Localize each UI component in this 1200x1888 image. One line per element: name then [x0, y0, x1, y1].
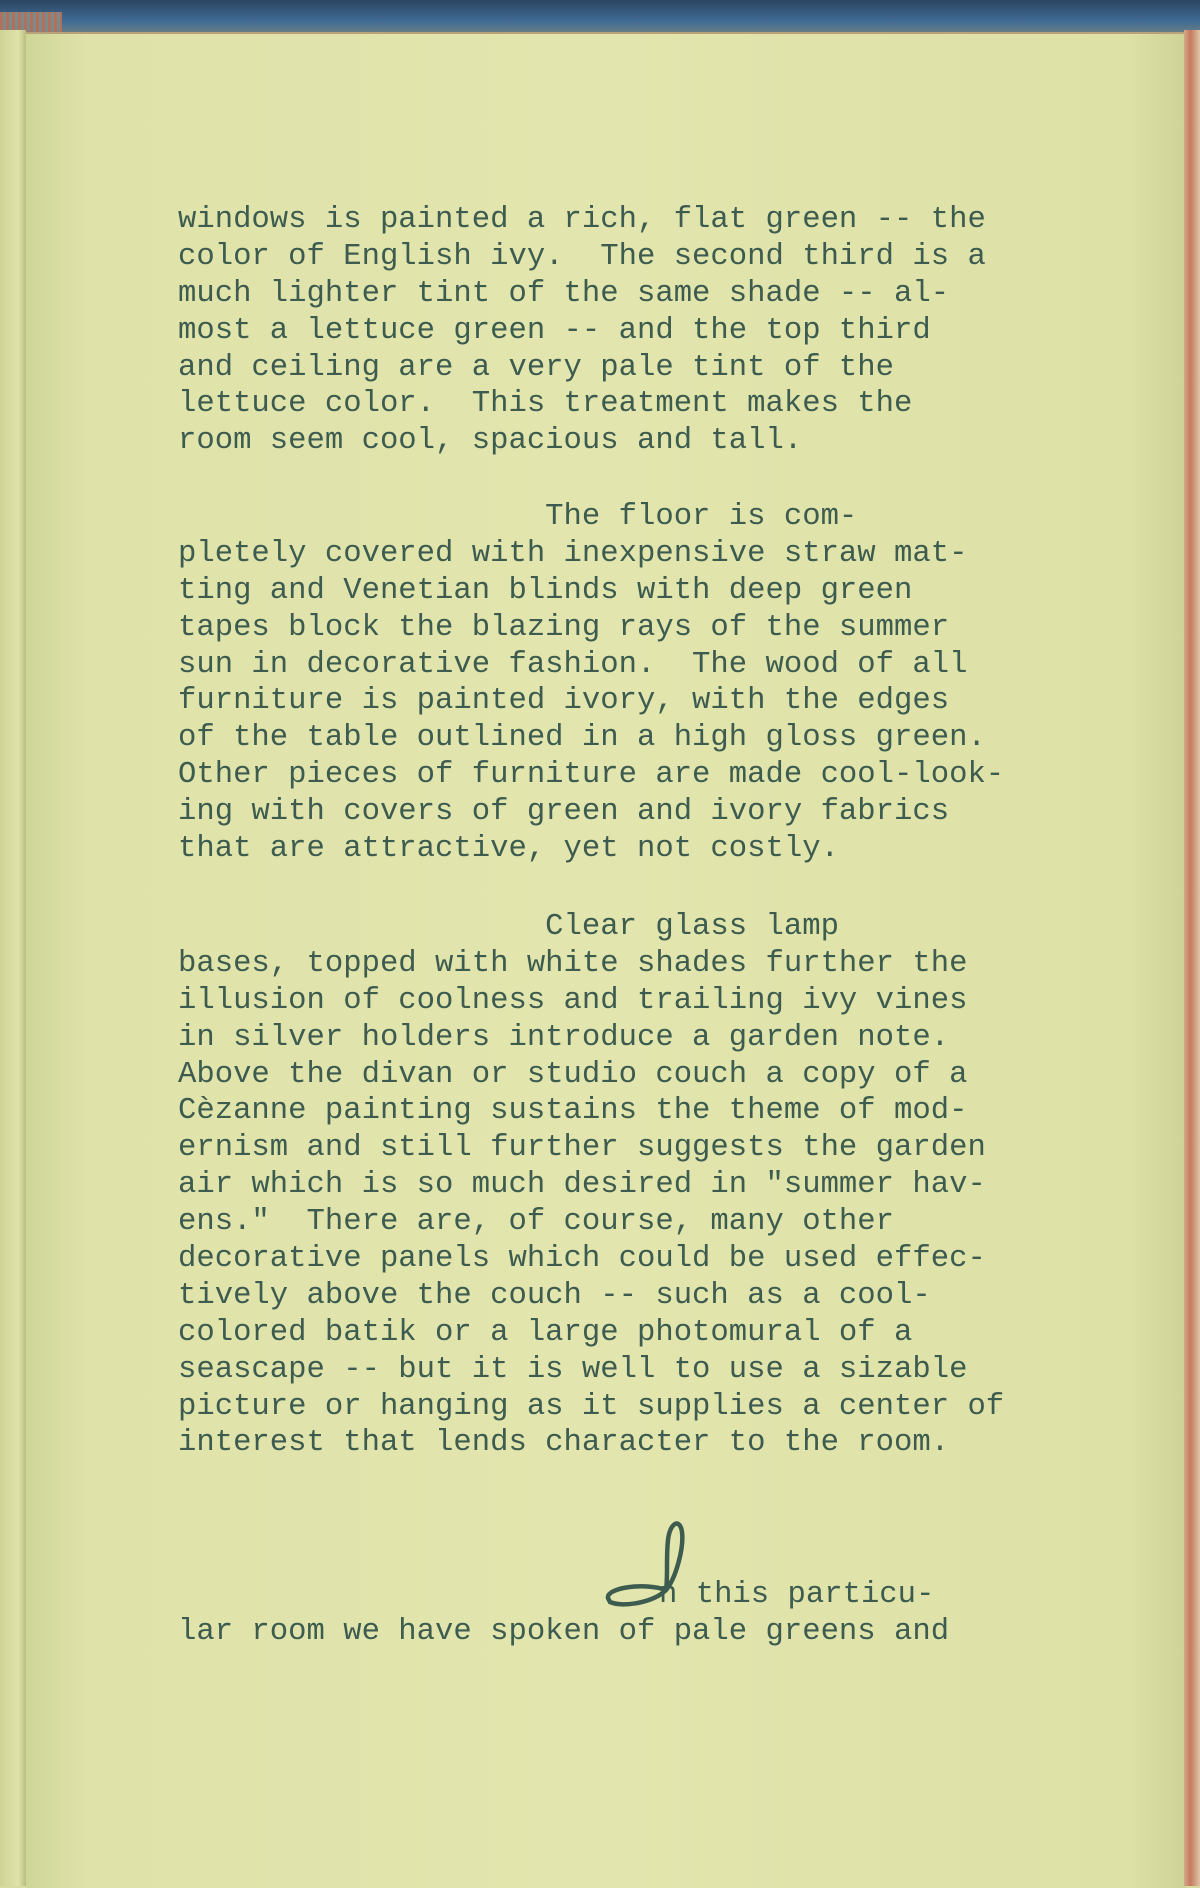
text-line: most a lettuce green -- and the top third	[178, 313, 931, 348]
text-line: color of English ivy. The second third is a	[178, 239, 986, 274]
text-line: colored batik or a large photomural of a	[178, 1315, 913, 1350]
paragraph-4	[178, 1614, 949, 1651]
text-line: tapes block the blazing rays of the summer	[178, 610, 950, 645]
left-page-edge	[0, 30, 26, 1886]
text-line: seascape -- but it is well to use a sizable	[178, 1352, 968, 1387]
text-line: much lighter tint of the same shade -- al-	[178, 276, 950, 311]
text-line: windows is painted a rich, flat green -- the	[178, 203, 986, 237]
text-line: ernism and still further suggests the garden	[178, 1131, 986, 1166]
text-line: and ceiling are a very pale tint of the	[178, 350, 895, 385]
text-line: bases, topped with white shades further the	[178, 946, 968, 981]
text-line: The floor is com-	[178, 500, 858, 534]
text-line: room seem cool, spacious and tall.	[178, 424, 803, 459]
book-cover	[0, 0, 1200, 34]
text-line: lettuce color. This treatment makes the	[178, 387, 913, 422]
text-line: tively above the couch -- such as a cool-	[178, 1278, 931, 1313]
text-line: in silver holders introduce a garden note.	[178, 1020, 950, 1055]
text-line: illusion of coolness and trailing ivy vines	[178, 983, 968, 1018]
text-line: interest that lends character to the room.	[178, 1426, 950, 1461]
paragraph-3	[178, 909, 1004, 1462]
text-line: sun in decorative fashion. The wood of all	[178, 647, 968, 682]
text-line: n this particu-	[659, 1578, 935, 1612]
paragraph-1	[178, 202, 986, 460]
text-line: Above the divan or studio couch a copy of a	[178, 1057, 968, 1092]
text-line: Clear glass lamp	[178, 910, 839, 944]
text-line: of the table outlined in a high gloss green.	[178, 721, 986, 756]
page-edge-right	[1184, 30, 1200, 1886]
text-line: that are attractive, yet not costly.	[178, 832, 839, 867]
text-line: Cèzanne painting sustains the theme of mod-	[178, 1094, 968, 1129]
text-line: ens." There are, of course, many other	[178, 1205, 895, 1240]
text-line: pletely covered with inexpensive straw mat-	[178, 536, 968, 571]
text-line: picture or hanging as it supplies a center of	[178, 1389, 1005, 1424]
text-line: ing with covers of green and ivory fabrics	[178, 795, 950, 830]
paragraph-2	[178, 499, 1004, 868]
text-line: air which is so much desired in "summer hav-	[178, 1168, 986, 1203]
text-line: Other pieces of furniture are made cool-look-	[178, 758, 1005, 793]
text-line: furniture is painted ivory, with the edges	[178, 684, 950, 719]
paragraph-4-first-line	[659, 1577, 934, 1614]
text-line: decorative panels which could be used effec-	[178, 1242, 986, 1277]
text-line: lar room we have spoken of pale greens and	[178, 1615, 950, 1649]
text-line: ting and Venetian blinds with deep green	[178, 573, 913, 608]
